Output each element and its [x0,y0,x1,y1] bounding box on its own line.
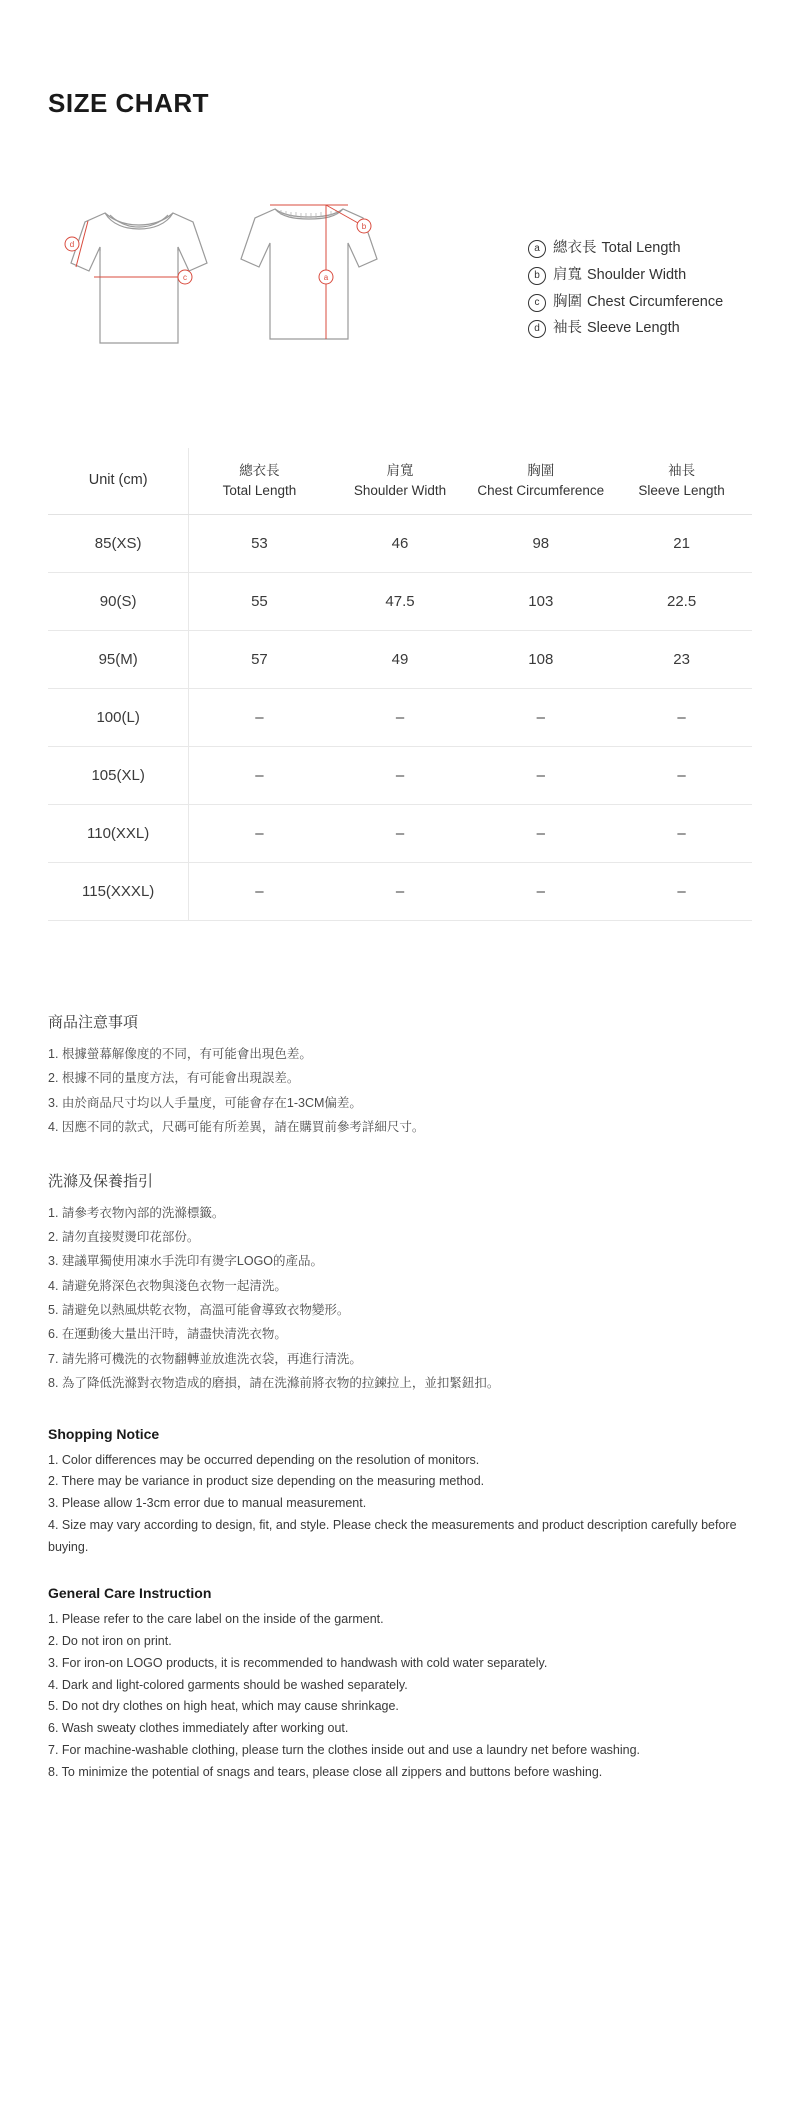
table-row [48,805,752,863]
table-row [48,863,752,921]
legend-item-sleeve-length [528,315,752,342]
cell-chest-circumference: – [470,863,611,921]
column-header-chest-circumference [470,448,611,515]
cell-shoulder-width: 46 [330,515,471,573]
care-list-en [48,1609,752,1784]
table-row [48,631,752,689]
legend-label-cn: 袖長 [553,320,582,337]
list-item: 5. Do not dry clothes on high heat, which may cause shrinkage. [48,1699,399,1714]
list-item: 7. 請先將可機洗的衣物翻轉並放進洗衣袋，再進行清洗。 [48,1351,362,1366]
cell-sleeve-length: – [611,689,752,747]
list-item: 2. 根據不同的量度方法，有可能會出現誤差。 [48,1071,300,1086]
list-item: 7. For machine-washable clothing, please turn the clothes inside out and use a laundry net before washing. [48,1743,641,1758]
list-item: 4. Dark and light-colored garments should be washed separately. [48,1677,408,1692]
legend-mark-b-icon: b [528,267,546,285]
cell-sleeve-length: – [611,863,752,921]
notes-section [48,1011,752,1784]
legend-mark-d-icon: d [528,320,546,338]
cell-shoulder-width: 49 [330,631,471,689]
table-header-row [48,448,752,515]
cell-total-length: 53 [189,515,330,573]
shirt-diagram [48,147,518,402]
size-table [48,448,752,921]
list-item: 3. 由於商品尺寸均以人手量度，可能會存在1-3CM偏差。 [48,1095,362,1110]
care-title-cn: 洗滌及保養指引 [48,1172,154,1190]
cell-shoulder-width: 47.5 [330,573,471,631]
shopping-notice-list [48,1450,752,1559]
row-size-label: 100(L) [48,689,189,747]
column-header-total-length [189,448,330,515]
list-item: 3. For iron-on LOGO products, it is recommended to handwash with cold water separately. [48,1655,548,1670]
diagram-and-legend [48,147,752,402]
cell-sleeve-length: – [611,805,752,863]
cell-shoulder-width: – [330,747,471,805]
column-header-cn: 胸圍 [527,463,555,479]
list-item: 4. 因應不同的款式，尺碼可能有所差異，請在購買前參考詳細尺寸。 [48,1120,425,1135]
cell-total-length: – [189,747,330,805]
cell-chest-circumference: – [470,805,611,863]
list-item: 4. 請避免將深色衣物與淺色衣物一起清洗。 [48,1278,287,1293]
row-size-label: 115(XXXL) [48,863,189,921]
shirt-diagram-svg [48,147,518,397]
table-row [48,515,752,573]
row-size-label: 105(XL) [48,747,189,805]
row-size-label: 85(XS) [48,515,189,573]
mark-d: d [69,240,75,249]
cell-shoulder-width: – [330,805,471,863]
cell-shoulder-width: – [330,689,471,747]
list-item: 3. 建議單獨使用凍水手洗印有燙字LOGO的產品。 [48,1254,324,1269]
column-header-en: Total Length [222,483,297,498]
table-row [48,573,752,631]
mark-c: c [183,273,187,282]
list-item: 3. Please allow 1-3cm error due to manual measurement. [48,1496,367,1511]
list-item: 8. To minimize the potential of snags and tears, please close all zippers and buttons before washing. [48,1765,603,1779]
row-size-label: 95(M) [48,631,189,689]
legend-label-cn: 總衣長 [553,240,597,256]
cell-chest-circumference: 98 [470,515,611,573]
product-notice-title: 商品注意事項 [48,1014,139,1031]
cell-chest-circumference: – [470,689,611,747]
list-item: 2. 請勿直接熨燙印花部份。 [48,1229,200,1244]
legend-mark-c-icon: c [528,294,546,312]
list-item: 2. There may be variance in product size depending on the measuring method. [48,1474,485,1489]
cell-total-length: – [189,805,330,863]
cell-sleeve-length: – [611,747,752,805]
legend-label-en: Sleeve Length [587,320,680,337]
legend-item-total-length [528,235,752,262]
column-header-shoulder-width [330,448,471,515]
care-list-cn [48,1201,752,1396]
column-header-en: Sleeve Length [638,483,725,498]
page-title: SIZE CHART [48,88,209,118]
mark-a: a [323,273,329,282]
shopping-notice-title: Shopping Notice [48,1425,160,1442]
column-header-en: Shoulder Width [353,483,447,498]
column-header-en: Chest Circumference [477,483,605,498]
cell-total-length: 55 [189,573,330,631]
cell-total-length: 57 [189,631,330,689]
size-table-body [48,515,752,921]
care-title-en: General Care Instruction [48,1584,212,1601]
legend-mark-a-icon: a [528,240,546,258]
cell-chest-circumference: 108 [470,631,611,689]
cell-sleeve-length: 23 [611,631,752,689]
row-size-label: 90(S) [48,573,189,631]
legend-label-cn: 胸圍 [553,293,582,310]
cell-sleeve-length: 22.5 [611,573,752,631]
legend-label-en: Chest Circumference [587,293,724,310]
column-header-sleeve-length [611,448,752,515]
cell-shoulder-width: – [330,863,471,921]
cell-total-length: – [189,863,330,921]
measurement-legend [518,147,752,342]
list-item: 5. 請避免以熱風烘乾衣物，高溫可能會導致衣物變形。 [48,1303,350,1317]
cell-total-length: – [189,689,330,747]
list-item: 2. Do not iron on print. [48,1633,172,1648]
legend-label-en: Shoulder Width [587,266,687,283]
mark-b: b [361,222,367,231]
column-header-unit: Unit (cm) [48,448,189,515]
list-item: 6. 在運動後大量出汗時，請盡快清洗衣物。 [48,1327,287,1342]
row-size-label: 110(XXL) [48,805,189,863]
list-item: 4. Size may vary according to design, fit, and style. Please check the measurements and product description carefully before buying. [48,1518,737,1554]
list-item: 1. 請參考衣物內部的洗滌標籤。 [48,1205,225,1220]
list-item: 1. Color differences may be occurred depending on the resolution of monitors. [48,1452,480,1467]
legend-item-chest-circumference [528,289,752,316]
cell-chest-circumference: – [470,747,611,805]
list-item: 1. Please refer to the care label on the inside of the garment. [48,1611,384,1626]
list-item: 8. 為了降低洗滌對衣物造成的磨損，請在洗滌前將衣物的拉鍊拉上，並扣緊鈕扣。 [48,1376,500,1391]
cell-sleeve-length: 21 [611,515,752,573]
column-header-cn: 肩寬 [386,463,414,479]
table-row [48,689,752,747]
product-notice-list [48,1042,752,1140]
legend-item-shoulder-width [528,262,752,289]
column-header-cn: 袖長 [668,463,696,479]
bottom-spacer [48,1784,752,1904]
cell-chest-circumference: 103 [470,573,611,631]
legend-label-cn: 肩寬 [553,266,582,283]
list-item: 1. 根據螢幕解像度的不同，有可能會出現色差。 [48,1047,312,1061]
size-table-head [48,448,752,515]
list-item: 6. Wash sweaty clothes immediately after working out. [48,1721,349,1736]
size-table-wrap [48,448,752,921]
table-row [48,747,752,805]
legend-label-en: Total Length [601,240,681,256]
column-header-cn: 總衣長 [239,463,280,479]
